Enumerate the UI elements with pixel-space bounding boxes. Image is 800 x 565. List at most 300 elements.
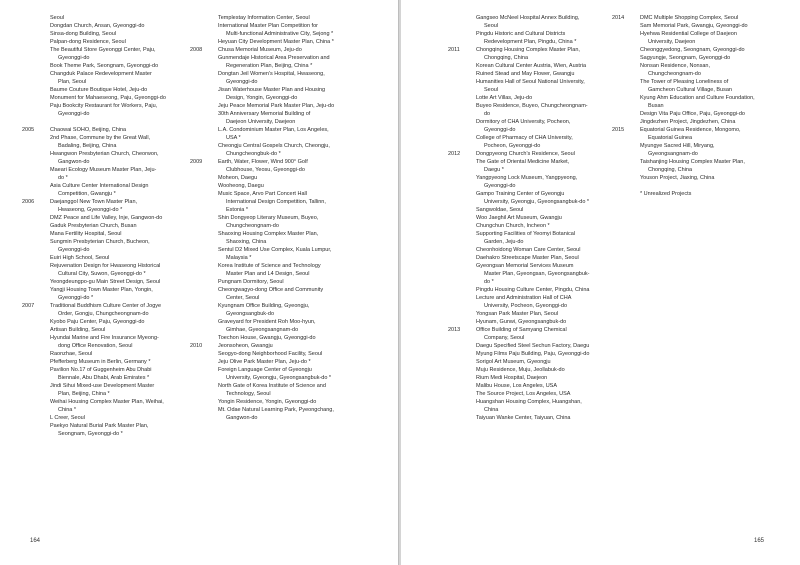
project-title: Euiri High School, Seoul	[50, 255, 110, 261]
project-title-continued: Gamcheon Cultural Village, Busan	[648, 87, 732, 93]
project-title: Jeonsoheon, Gwangju	[218, 343, 273, 349]
project-entry	[50, 102, 166, 118]
project-title: Changduk Palace Redevelopment Master	[50, 71, 152, 77]
project-title: Pingdu Housing Culture Center, Pingdu, China	[476, 287, 590, 293]
project-entry	[190, 342, 334, 350]
project-entry	[612, 126, 755, 142]
project-title: Hyunam, Gunwi, Gyeongsangbuk-do	[476, 319, 567, 325]
project-title: Sam Memorial Park, Gwangju, Gyeonggi-do	[640, 23, 748, 29]
project-entry	[218, 286, 334, 302]
project-entry	[640, 158, 755, 174]
project-entry	[218, 406, 334, 422]
project-title: Paekyo Natural Burial Park Master Plan,	[50, 423, 149, 429]
project-entry	[50, 222, 166, 230]
project-entry	[218, 302, 334, 318]
project-title: Muju Residence, Muju, Jeollabuk-do	[476, 367, 565, 373]
project-title-continued: Gimhae, Gyeongsangnam-do	[226, 327, 299, 333]
project-title-continued: Master Plan and L4 Design, Seoul	[226, 271, 310, 277]
project-entry	[640, 142, 755, 158]
project-title-continued: Center, Seoul	[226, 295, 260, 301]
project-entry	[50, 62, 166, 70]
project-entry	[218, 246, 334, 262]
project-entry	[50, 286, 166, 302]
project-title-continued: Order, Gongju, Chungcheongnam-do	[58, 311, 149, 317]
project-title: Palpan-dong Residence, Seoul	[50, 39, 126, 45]
project-title: Yongsan Park Master Plan, Seoul	[476, 311, 559, 317]
project-title: Weihai Housing Complex Master Plan, Weihai,	[50, 399, 164, 405]
project-title: The Gate of Oriental Medicine Market,	[476, 159, 570, 165]
project-title-continued: Company, Seoul	[484, 335, 525, 341]
year-label: 2007	[22, 303, 35, 309]
project-title: Ruined Stead and May Flower, Gwangju	[476, 71, 575, 77]
project-entry	[476, 358, 589, 366]
project-title: Maeari Ecology Museum Master Plan, Jeju-	[50, 167, 157, 173]
project-entry	[218, 54, 334, 70]
year-label: 2015	[612, 127, 625, 133]
project-entry	[22, 302, 166, 318]
project-entry	[50, 366, 166, 382]
project-entry	[640, 190, 755, 198]
project-title-continued: Gyeonggi-do	[58, 55, 90, 61]
project-entry	[640, 182, 755, 190]
project-title-continued: Daegu *	[484, 167, 504, 173]
project-entry	[50, 150, 166, 166]
project-title-continued: Gangwon-do	[58, 159, 90, 165]
project-title: Earth, Water, Flower, Wind 900° Golf	[218, 159, 308, 165]
project-title: Traditional Buddhism Culture Center of Jogye	[50, 303, 162, 309]
project-entry	[50, 214, 166, 222]
project-title: Yongin Residence, Yongin, Gyeonggi-do	[218, 399, 317, 405]
project-title: Cheongju Central Gospels Church, Cheongju,	[218, 143, 330, 149]
project-title-continued: Plan, Beijing, China *	[58, 391, 110, 397]
project-entry	[218, 70, 334, 86]
project-title: Supporting Facilities of Yeomyi Botanical	[476, 231, 576, 237]
project-entry	[218, 126, 334, 142]
project-entry	[640, 54, 755, 62]
project-title: Graveyard for President Roh Moo-hyun,	[218, 319, 316, 325]
project-title: Paju Bookcity Restaurant for Workers, Paju,	[50, 103, 158, 109]
project-entry	[640, 62, 755, 78]
project-title: Sinsa-dong Building, Seoul	[50, 31, 117, 37]
project-entry	[218, 22, 334, 38]
project-title-continued: University, Gyeongju, Gyeongsangbuk-do *	[484, 199, 590, 205]
project-title: Jeju Olive Park Master Plan, Jeju-do *	[218, 359, 311, 365]
project-entry	[476, 62, 589, 70]
project-entry	[640, 46, 755, 54]
project-title: Book Theme Park, Seongnam, Gyeonggi-do	[50, 63, 159, 69]
project-title: Sungmin Presbyterian Church, Bucheon,	[50, 239, 150, 245]
project-entry	[640, 78, 755, 94]
project-title: Chungchun Church, Incheon *	[476, 223, 550, 229]
project-title: Dormitory of CHA University, Pocheon,	[476, 119, 571, 125]
project-entry	[50, 230, 166, 238]
project-title: Baume Couture Boutique Hotel, Jeju-do	[50, 87, 148, 93]
project-title-continued: USA *	[226, 135, 241, 141]
project-title: Jindi Sihui Mixed-use Development Master	[50, 383, 155, 389]
project-title-continued: Gyeongsangnam-do	[648, 151, 698, 157]
project-title: Dongdan Church, Ansan, Gyeonggi-do	[50, 23, 145, 29]
page-number-left: 164	[30, 538, 41, 544]
project-entry	[218, 38, 334, 46]
project-title: Chusa Memorial Museum, Jeju-do	[218, 47, 302, 53]
project-entry	[218, 382, 334, 398]
project-entry	[476, 414, 589, 422]
project-entry	[640, 110, 755, 118]
project-title: 2nd Phase, Commune by the Great Wall,	[50, 135, 151, 141]
project-title-continued: Gyeonggi-do	[484, 127, 516, 133]
project-title: Taiyuan Wanke Center, Taiyuan, China	[476, 415, 571, 421]
project-title: Buyeo Residence, Buyeo, Chungcheongnam-	[476, 103, 588, 109]
project-title: Pingdu Historic and Cultural Districts	[476, 31, 566, 37]
project-entry	[476, 230, 589, 246]
project-title: Jingdezhen Project, Jingdezhen, China	[640, 119, 736, 125]
project-title-continued: Biennale, Abu Dhabi, Arab Emirates *	[58, 375, 150, 381]
project-title: DMC Multiple Shopping Complex, Seoul	[640, 15, 739, 21]
project-title-continued: Seoul	[484, 23, 499, 29]
project-title: Design Vita Paju Office, Paju, Gyeonggi-do	[640, 111, 745, 117]
project-entry	[218, 318, 334, 334]
project-title: Templestay Information Center, Seoul	[218, 15, 310, 21]
project-title: Dongpyeong Church's Residence, Seoul	[476, 151, 575, 157]
project-title: Malibu House, Los Angeles, USA	[476, 383, 558, 389]
project-title: Gyeongsan Memorial Services Museum	[476, 263, 574, 269]
project-entry	[448, 150, 589, 158]
project-title-continued: Shaoxing, China	[226, 239, 267, 245]
project-entry	[218, 334, 334, 342]
project-title: Taishanjing Housing Complex Master Plan,	[640, 159, 745, 165]
project-title-continued: Regeneration Plan, Beijing, China *	[226, 63, 313, 69]
project-title-continued: do *	[58, 175, 68, 181]
project-title: Gaduk Presbyterian Church, Busan	[50, 223, 137, 229]
project-entry	[218, 358, 334, 366]
project-title-continued: University, Daejeon	[648, 39, 696, 45]
right-page	[401, 0, 800, 565]
project-title: Pfefferberg Museum in Berlin, Germany *	[50, 359, 151, 365]
project-entry	[476, 342, 589, 350]
project-entry	[22, 126, 166, 134]
project-entry	[218, 110, 334, 126]
year-label: 2010	[190, 343, 203, 349]
project-entry	[50, 46, 166, 62]
project-entry	[22, 198, 166, 214]
project-title: Seoul	[50, 15, 65, 21]
project-title: Yangpyeong Lock Museum, Yangpyeong,	[476, 175, 578, 181]
project-entry	[50, 86, 166, 94]
project-title-continued: Busan	[648, 103, 664, 109]
project-entry	[476, 398, 589, 414]
project-entry	[476, 382, 589, 390]
project-entry	[476, 70, 589, 78]
project-title: Heyuan City Development Master Plan, China *	[218, 39, 334, 45]
project-entry	[476, 318, 589, 326]
year-label: 2006	[22, 199, 35, 205]
project-title-continued: Gyeonggi-do *	[58, 295, 94, 301]
project-entry	[476, 174, 589, 190]
project-entry	[50, 166, 166, 182]
project-title: Chaowai SOHO, Beijing, China	[50, 127, 127, 133]
left-page-column-2	[190, 14, 335, 422]
project-title: Gunmendaje Historical Area Preservation and	[218, 55, 330, 61]
project-title-continued: China *	[58, 407, 77, 413]
project-title: Sagyungje, Seongnam, Gyeonggi-do	[640, 55, 731, 61]
project-title: Nonsan Residence, Nonsan,	[640, 63, 711, 69]
project-entry	[476, 222, 589, 230]
project-title: College of Pharmacy of CHA University,	[476, 135, 573, 141]
project-title-continued: Chungcheongbuk-do *	[226, 151, 281, 157]
project-title: Gampo Training Center of Gyeongju	[476, 191, 565, 197]
project-title-continued: University, Pocheon, Gyeonggi-do	[484, 303, 568, 309]
project-entry	[476, 262, 589, 286]
project-title: Hyehwa Residential College of Daejeon	[640, 31, 737, 37]
project-entry	[448, 46, 589, 62]
project-entry	[50, 118, 166, 126]
project-title: Raonzhae, Seoul	[50, 351, 93, 357]
project-title: Toechon House, Gwangju, Gyeonggi-do	[218, 335, 316, 341]
project-title-continued: Seongnam, Gyeonggi-do *	[58, 431, 123, 437]
project-entry	[476, 214, 589, 222]
project-title-continued: Design, Yongin, Gyeonggi-do	[226, 95, 298, 101]
project-title: Lecture and Administration Hall of CHA	[476, 295, 572, 301]
project-entry	[476, 310, 589, 318]
left-page-column-1	[22, 14, 166, 438]
project-title: Dongtan Jeil Women's Hospital, Hwaseong,	[218, 71, 325, 77]
project-title: Monument for Mahaeseong, Paju, Gyeonggi-do	[50, 95, 166, 101]
project-title: Yangji Housing Town Master Plan, Yongin,	[50, 287, 153, 293]
project-title: Kyobo Paju Center, Paju, Gyeonggi-do	[50, 319, 145, 325]
project-title: Hyundai Marine and Fire Insurance Myeong-	[50, 335, 159, 341]
project-title: Seogyo-dong Neighborhood Facility, Seoul	[218, 351, 323, 357]
project-entry	[50, 398, 166, 414]
project-entry	[50, 358, 166, 366]
project-title-continued: do	[484, 111, 491, 117]
project-title-continued: Plan, Seoul	[58, 79, 87, 85]
project-title-continued: Gyeongsangbuk-do	[226, 311, 275, 317]
project-entry	[476, 134, 589, 150]
project-entry	[218, 262, 334, 278]
project-title-continued: do *	[484, 279, 494, 285]
project-entry	[476, 118, 589, 134]
project-entry	[640, 118, 755, 126]
project-entry	[476, 158, 589, 174]
project-entry	[190, 158, 334, 174]
project-title: Hwangwon Presbyterian Church, Cheorwon,	[50, 151, 159, 157]
project-entry	[218, 174, 334, 182]
project-entry	[218, 14, 334, 22]
project-entry	[218, 398, 334, 406]
project-entry	[50, 14, 166, 22]
project-title-continued: Chongqing, China	[484, 55, 529, 61]
project-title-continued: Chungcheongnam-do	[648, 71, 701, 77]
project-title: Chongqing Housing Complex Master Plan,	[476, 47, 580, 53]
project-entry	[218, 366, 334, 382]
project-entry	[218, 214, 334, 230]
project-title: Sangwoldae, Seoul	[476, 207, 524, 213]
project-title-continued: Master Plan, Gyeongsan, Gyeongsangbuk-	[484, 271, 590, 277]
project-title-continued: Equatorial Guinea	[648, 135, 693, 141]
project-title: The Source Project, Los Angeles, USA	[476, 391, 571, 397]
project-entry	[218, 230, 334, 246]
project-title: Daejanggol New Town Master Plan,	[50, 199, 138, 205]
project-entry	[50, 182, 166, 198]
project-entry	[50, 38, 166, 46]
project-entry	[50, 262, 166, 278]
project-title: * Unrealized Projects	[640, 191, 692, 197]
project-title-continued: Multi-functional Administrative City, Sejong *	[226, 31, 334, 37]
project-title: L Creer, Seoul	[50, 415, 85, 421]
project-title-continued: Gyeonggi-do	[484, 183, 516, 189]
right-page-column-1	[448, 14, 590, 422]
project-title: Sentul D2 Mixed Use Complex, Kuala Lumpur,	[218, 247, 332, 253]
year-label: 2014	[612, 15, 625, 21]
project-title-continued: Cultural City, Suwon, Gyeonggi-do *	[58, 271, 146, 277]
project-entry	[476, 30, 589, 46]
project-title-continued: Malaysia *	[226, 255, 252, 261]
project-title-continued: China	[484, 407, 499, 413]
project-title: Woo Jaeghil Art Museum, Gwangju	[476, 215, 562, 221]
project-title-continued: Chungcheongnam-do	[226, 223, 279, 229]
year-label: 2012	[448, 151, 461, 157]
project-title: Korean Cultural Center Austria, Wien, Austria	[476, 63, 587, 69]
project-entry	[50, 254, 166, 262]
project-title-continued: Estonia *	[226, 207, 249, 213]
project-title: Pungnam Dormitory, Seoul	[218, 279, 284, 285]
project-title: Lotte Art Villas, Jeju-do	[476, 95, 533, 101]
project-entry	[612, 14, 755, 22]
project-entry	[476, 190, 589, 206]
project-title: The Beautiful Store Gyeonggi Center, Paju,	[50, 47, 156, 53]
project-entry	[50, 134, 166, 150]
project-entry	[476, 390, 589, 398]
project-title: Cheonggyedong, Seongnam, Gyeonggi-do	[640, 47, 745, 53]
project-title: Huangshan Housing Complex, Huangshan,	[476, 399, 582, 405]
project-title: Daegu Specified Steel Sechun Factory, Daegu	[476, 343, 590, 349]
project-entry	[50, 22, 166, 30]
project-title: Mt. Odae Natural Learning Park, Pyeongchang,	[218, 407, 334, 413]
project-title: Rejuvenation Design for Hwaseong Historical	[50, 263, 161, 269]
project-title: International Master Plan Competition for	[218, 23, 318, 29]
project-title-continued: Clubhouse, Yeosu, Gyeonggi-do	[226, 167, 305, 173]
project-title: Humanities Hall of Seoul National University,	[476, 79, 585, 85]
project-title: Daehakro Streetscape Master Plan, Seoul	[476, 255, 579, 261]
project-title-continued: Competition, Gwangju *	[58, 191, 116, 197]
page-number-right: 165	[753, 538, 764, 544]
project-title: Foreign Language Center of Gyeongju	[218, 367, 312, 373]
project-title: North Gate of Korea Institute of Science and	[218, 383, 326, 389]
project-entry	[50, 30, 166, 38]
year-label: 2011	[448, 47, 460, 53]
project-entry	[640, 94, 755, 110]
project-title: Myung Films Paju Building, Paju, Gyeonggi-do	[476, 351, 590, 357]
project-title: Kyungnam Office Building, Gyeongju,	[218, 303, 310, 309]
project-entry	[476, 254, 589, 262]
project-title-continued: dong Office Renovation, Seoul	[58, 343, 133, 349]
project-title-continued: Badaling, Beijing, China	[58, 143, 117, 149]
project-entry	[476, 294, 589, 310]
project-title: Korea Institute of Science and Technology	[218, 263, 321, 269]
project-entry	[50, 422, 166, 438]
project-title: Myungye Sacred Hill, Miryang,	[640, 143, 715, 149]
year-label: 2005	[22, 127, 35, 133]
project-entry	[218, 278, 334, 286]
project-title: Kyung Ahm Education and Culture Foundation,	[640, 95, 755, 101]
project-entry	[476, 286, 589, 294]
project-title-continued: Gyeonggi-do	[58, 247, 90, 253]
project-entry	[218, 102, 334, 110]
project-entry	[640, 174, 755, 182]
project-entry	[476, 78, 589, 94]
project-entry	[476, 246, 589, 254]
project-title: Cheongwagyo-dong Office and Community	[218, 287, 324, 293]
project-title: The Tower of Pleasing Loneliness of	[640, 79, 729, 85]
project-title: Music Space, Arvo Part Concert Hall	[218, 191, 307, 197]
project-entry	[50, 350, 166, 358]
year-label: 2013	[448, 327, 461, 333]
project-title: Jeju Peace Memorial Park Master Plan, Jeju-do	[218, 103, 335, 109]
project-entry	[190, 46, 334, 54]
project-entry	[218, 86, 334, 102]
right-page-column-2	[612, 14, 755, 198]
project-title-continued: Pocheon, Gyeonggi-do	[484, 143, 541, 149]
project-entry	[50, 94, 166, 102]
project-title: DMZ Peace and Life Valley, Inje, Gangwon-do	[50, 215, 163, 221]
project-title: Shaoxing Housing Complex Master Plan,	[218, 231, 319, 237]
project-entry	[50, 278, 166, 286]
project-entry	[218, 182, 334, 190]
left-page	[0, 0, 399, 565]
project-entry	[218, 190, 334, 214]
project-title-continued: International Design Competition, Tallinn,	[226, 199, 326, 205]
project-title-continued: Gyeonggi-do	[58, 111, 90, 117]
project-title: Asia Culture Center International Design	[50, 183, 149, 189]
project-title: Equatorial Guinea Residence, Mongomo,	[640, 127, 741, 133]
project-title: Office Building of Samyang Chemical	[476, 327, 567, 333]
project-entry	[476, 350, 589, 358]
project-entry	[50, 318, 166, 326]
project-entry	[218, 142, 334, 158]
project-title-continued: University, Gyeongju, Gyeongsangbuk-do *	[226, 375, 332, 381]
project-title: Youson Project, Jiaxing, China	[640, 175, 715, 181]
project-title: Pavilion No.17 of Guggenheim Abu Dhabi	[50, 367, 152, 373]
project-title: Shin Dongyeop Literary Museum, Buyeo,	[218, 215, 319, 221]
project-title: Wooheong, Daegu	[218, 183, 264, 189]
project-title: Yeongdeungpo-gu Main Street Design, Seoul	[50, 279, 161, 285]
project-title-continued: Gangwon-do	[226, 415, 258, 421]
project-title: Mana Fertility Hospital, Seoul	[50, 231, 122, 237]
project-entry	[50, 326, 166, 334]
project-entry	[476, 14, 589, 30]
project-title-continued: Daejeon University, Daejeon	[226, 119, 296, 125]
project-title-continued: Gyeonggi-do	[226, 79, 258, 85]
project-title: Artisan Building, Seoul	[50, 327, 106, 333]
project-title: Jisan Waterhouse Master Plan and Housing	[218, 87, 326, 93]
project-entry	[50, 238, 166, 254]
year-label: 2009	[190, 159, 203, 165]
project-title: Sorigol Art Museum, Gyeongju	[476, 359, 551, 365]
project-entry	[448, 326, 589, 342]
project-title: Rium Medi Hospital, Daejeon	[476, 375, 548, 381]
project-entry	[50, 414, 166, 422]
project-title-continued: Redevelopment Plan, Pingdu, China *	[484, 39, 577, 45]
project-title-continued: Chongqing, China	[648, 167, 693, 173]
year-label: 2008	[190, 47, 203, 53]
project-title-continued: Hwaseong, Gyeonggi-do *	[58, 207, 123, 213]
project-title: L.A. Condominium Master Plan, Los Angeles,	[218, 127, 329, 133]
project-entry	[476, 366, 589, 374]
project-entry	[218, 350, 334, 358]
project-entry	[476, 102, 589, 118]
project-entry	[476, 374, 589, 382]
project-title: Gangseo McNeel Hospital Annex Building,	[476, 15, 580, 21]
